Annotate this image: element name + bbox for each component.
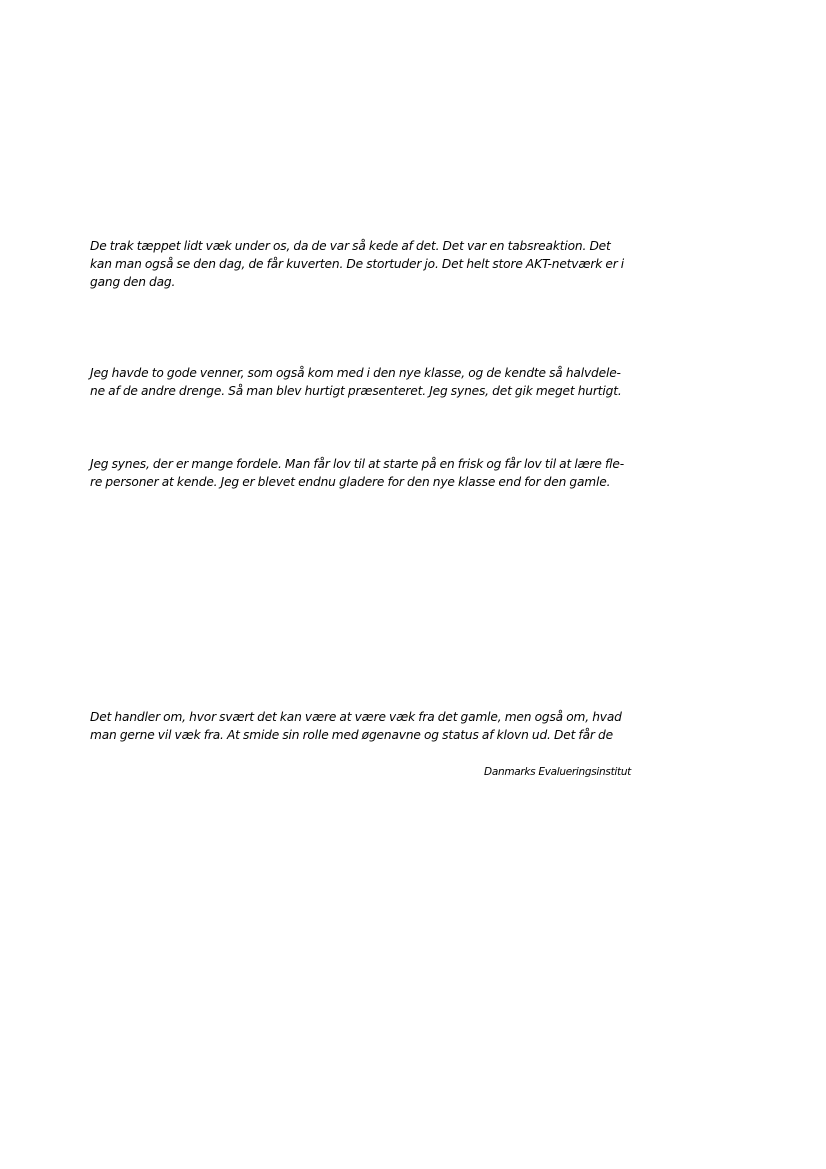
text-line: Jeg synes, der er mange fordele. Man får lov til at starte på en frisk og får lov til at lære fle- — [90, 457, 624, 471]
quote-paragraph-4 — [90, 708, 638, 744]
text-line: ne af de andre drenge. Så man blev hurtigt præsenteret. Jeg synes, det gik meget hurtigt. — [90, 384, 622, 398]
footer-publisher: Danmarks Evalueringsinstitut — [484, 766, 631, 778]
text-line: man gerne vil væk fra. At smide sin rolle med øgenavne og status af klovn ud. Det får de — [90, 728, 613, 742]
text-line: Jeg havde to gode venner, som også kom med i den nye klasse, og de kendte så halvdele- — [90, 366, 621, 380]
text-line: De trak tæppet lidt væk under os, da de var så kede af det. Det var en tabsreaktion. Det — [90, 239, 611, 253]
text-line: gang den dag. — [90, 275, 176, 289]
text-line: re personer at kende. Jeg er blevet endnu gladere for den nye klasse end for den gamle. — [90, 475, 611, 489]
text-line: kan man også se den dag, de får kuverten. De stortuder jo. Det helt store AKT-netværk er i — [90, 257, 625, 271]
text-line: Det handler om, hvor svært det kan være at være væk fra det gamle, men også om, hvad — [90, 710, 622, 724]
quote-paragraph-1 — [90, 237, 638, 291]
quote-paragraph-3 — [90, 455, 638, 491]
quote-paragraph-2 — [90, 364, 638, 400]
